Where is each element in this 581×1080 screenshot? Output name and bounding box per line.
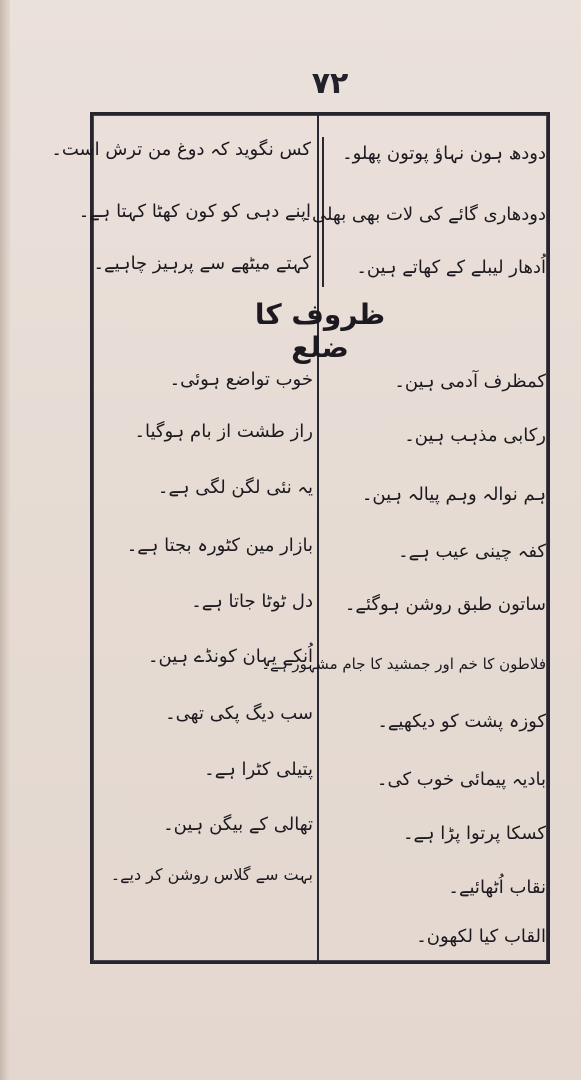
proverb-line: پتیلی کٹرا ہے۔ [204, 759, 313, 780]
proverb-line: دل ٹوٹا جاتا ہے۔ [191, 591, 313, 612]
proverb-line: خوب تواضع ہوئی۔ [169, 369, 313, 390]
proverb-line: ساتون طبق روشن ہوگئے۔ [344, 594, 546, 615]
proverb-line: یہ نئی لگن لگی ہے۔ [157, 477, 313, 498]
column-rule [317, 112, 319, 964]
proverb-line: اُنکے یہان کونڈے ہین۔ [147, 646, 313, 667]
proverb-line: تھالی کے بیگن ہین۔ [163, 814, 313, 835]
proverb-line: کہتے میٹھے سے پرہیز چاہیے۔ [93, 253, 311, 274]
proverb-line: کفہ چینی عیب ہے۔ [398, 541, 546, 562]
proverb-line: اپنے دہی کو کون کھٹا کہتا ہے۔ [78, 201, 311, 222]
proverb-line: اُدھار لیبلے کے کھاتے ہین۔ [356, 257, 546, 278]
proverb-line: فلاطون کا خم اور جمشید کا جام مشہور ہے۔ [261, 655, 546, 673]
proverb-line: دودھ ہون نہاؤ پوتون پھلو۔ [342, 143, 546, 164]
proverb-line: کس نگوید کہ دوغ من ترش است۔ [51, 139, 311, 160]
proverb-line: راز طشت از بام ہوگیا۔ [134, 421, 313, 442]
page-number: ۷۲ [311, 66, 349, 101]
proverb-line: القاب کیا لکھون۔ [416, 926, 546, 947]
proverb-line: نقاب اُٹھائیے۔ [448, 877, 546, 898]
proverb-line: سب دیگ پکی تھی۔ [165, 703, 313, 724]
proverb-line: کوزہ پشت کو دیکھیے۔ [377, 711, 546, 732]
proverb-line: رکابی مذہب ہین۔ [404, 425, 546, 446]
proverb-line: ہم نوالہ وہم پیالہ ہین۔ [361, 484, 546, 505]
page-spine-shadow [0, 0, 10, 1080]
proverb-line: کمظرف آدمی ہین۔ [394, 371, 546, 392]
proverb-line: دودھاری گائے کی لات بھی بھلی۔ [301, 204, 546, 225]
section-heading: ظروف کا ضلع [254, 298, 386, 364]
proverb-line: کسکا پرتوا پڑا ہے۔ [402, 823, 546, 844]
proverb-line: بہت سے گلاس روشن کر دیے۔ [110, 865, 313, 884]
proverb-line: بادیہ پیمائی خوب کی۔ [376, 769, 546, 790]
proverb-line: بازار مین کٹورہ بجتا ہے۔ [126, 535, 313, 556]
